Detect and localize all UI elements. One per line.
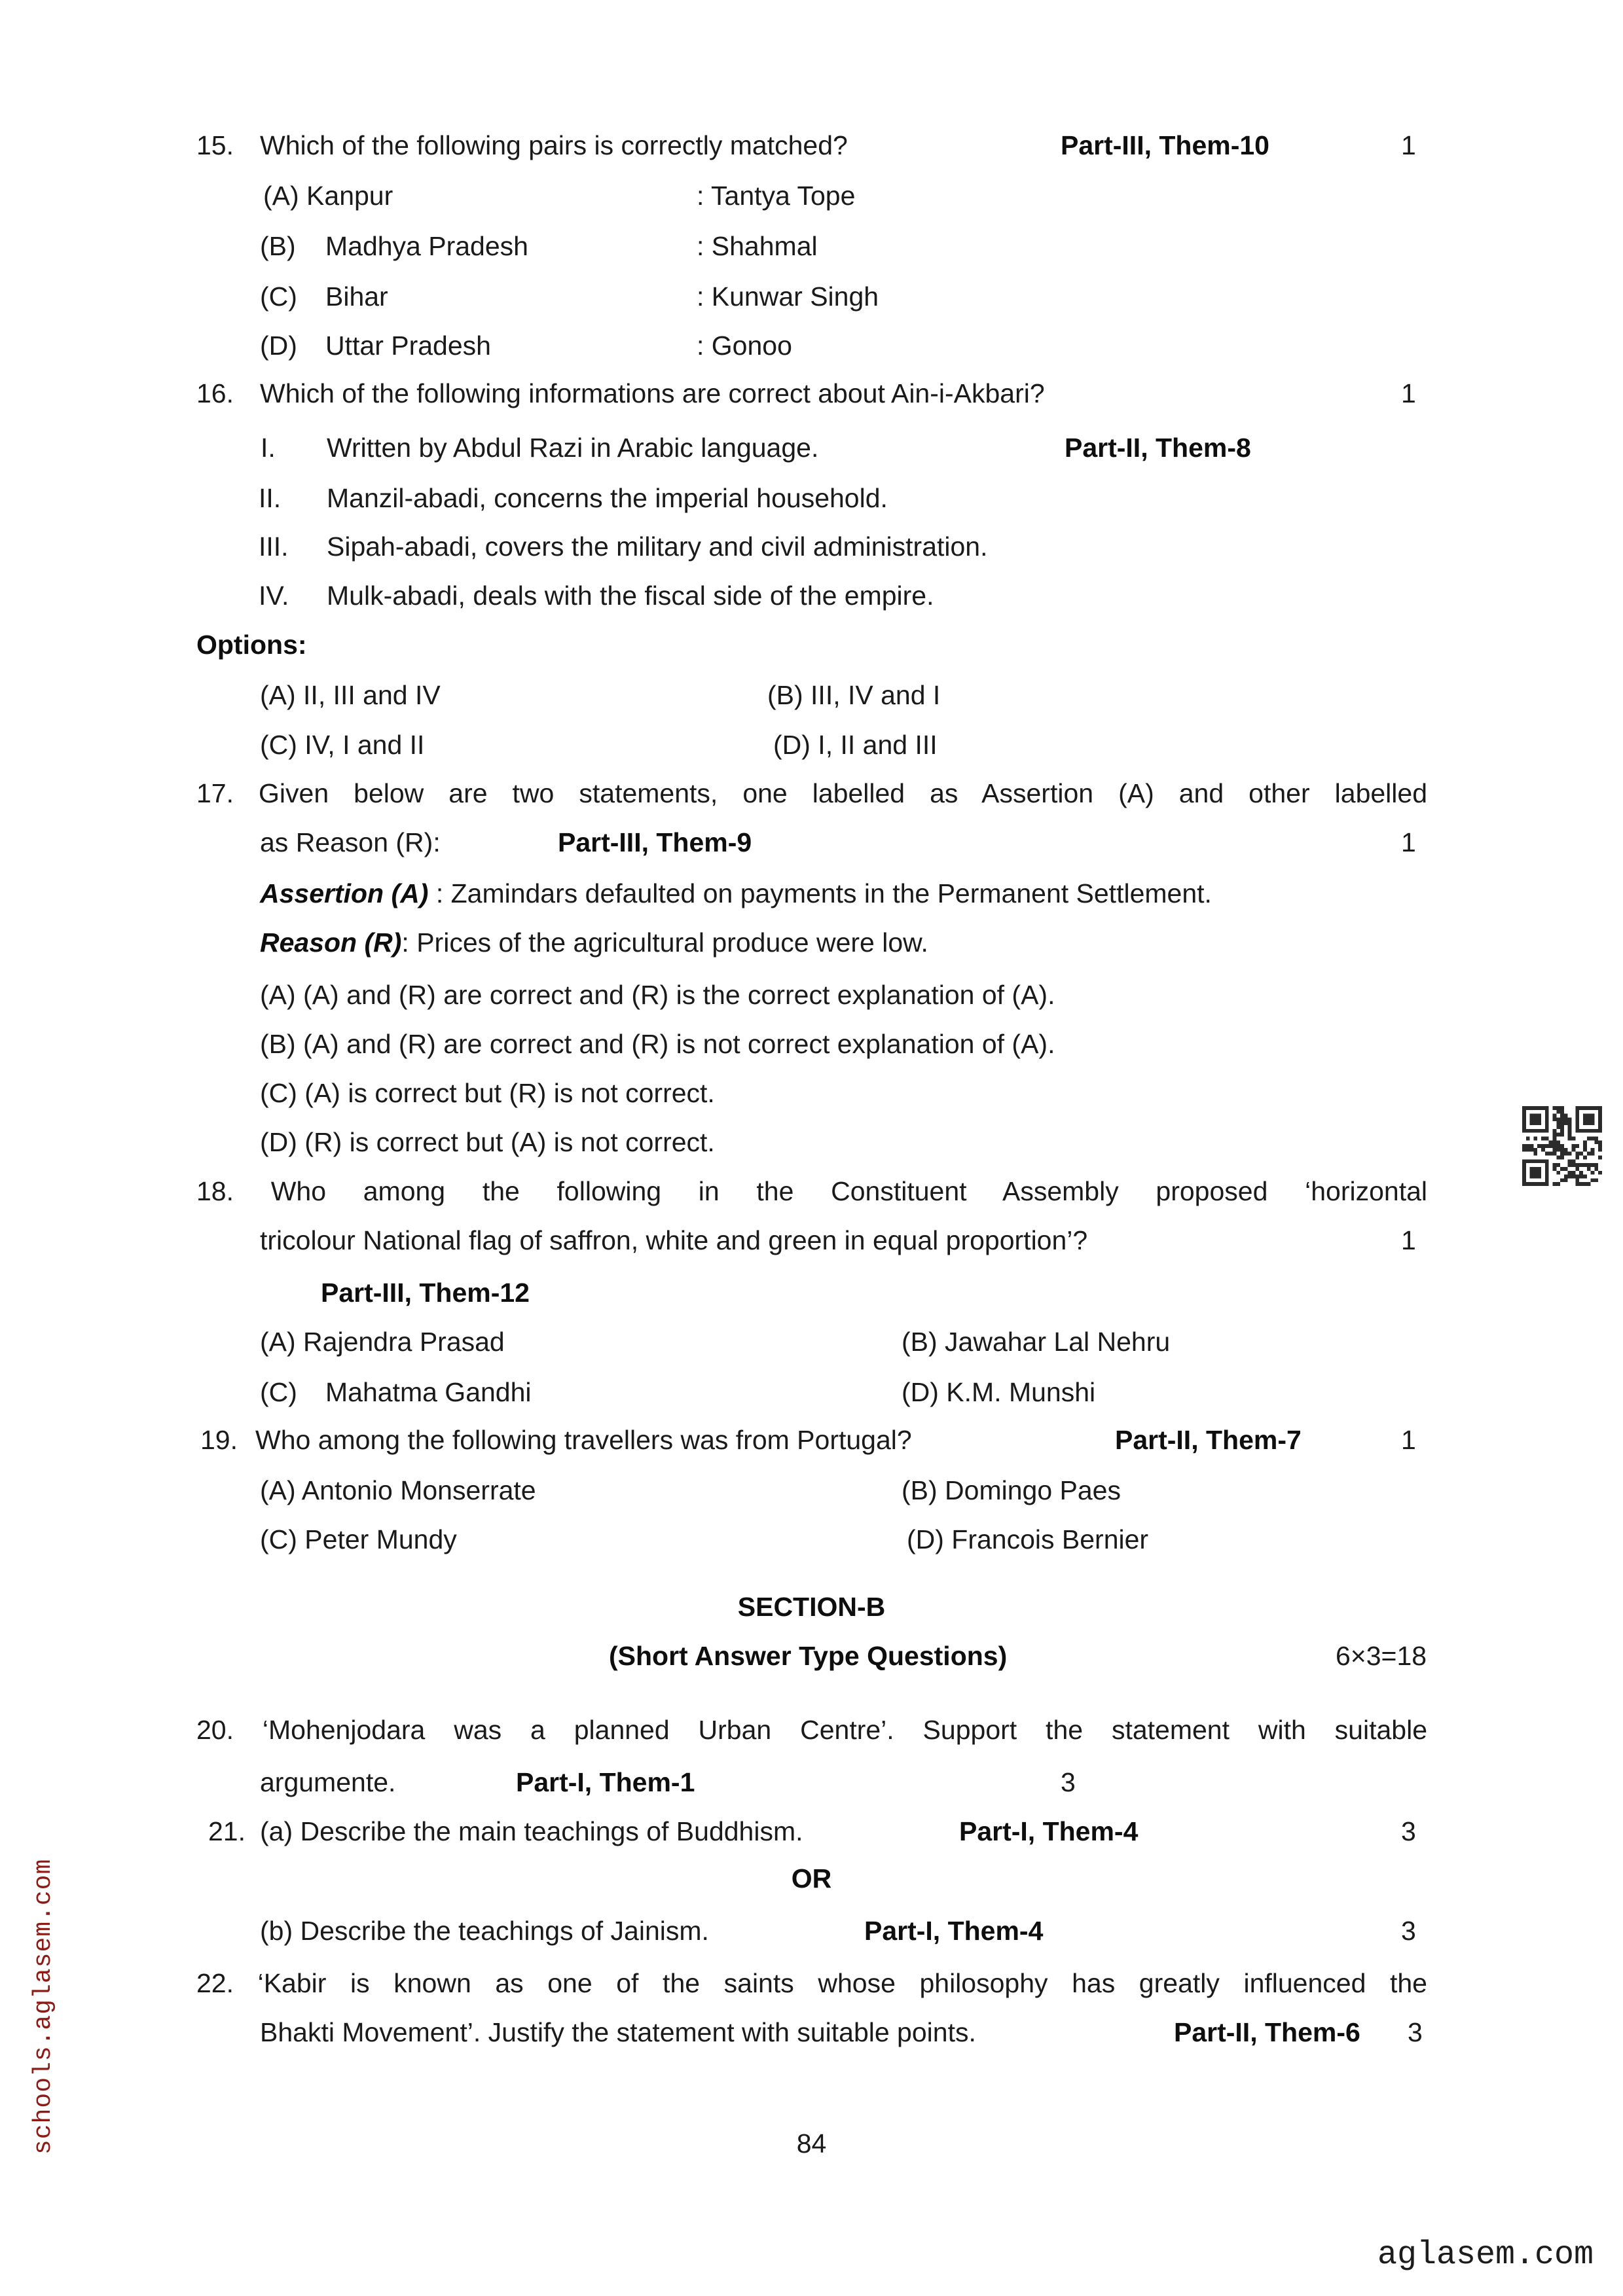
q19-options-row-1 <box>0 1464 1623 1516</box>
q15-pair-c-part-2: Bihar <box>325 281 388 312</box>
q17-reason-run: : Prices of the agricultural produce were low. <box>401 927 928 958</box>
q17-stem-line-2-part-3: 1 <box>1401 827 1416 857</box>
q17-assertion-run: : Zamindars defaulted on payments in the Permanent Settlement. <box>428 878 1212 908</box>
q16-statement-iii <box>0 520 1623 573</box>
q15-pair-c-part-3: : Kunwar Singh <box>697 281 879 312</box>
q15-pair-c <box>0 270 1623 323</box>
section-b-title <box>0 1581 1623 1633</box>
q17-assertion-part-1 <box>260 867 1212 920</box>
q21-part-b-part-3: 3 <box>1401 1916 1416 1946</box>
q21-part-b-part-2: Part-I, Them-4 <box>864 1916 1044 1946</box>
q21-part-a-part-1: 21. <box>208 1816 246 1846</box>
q16-options-row-2-part-1: (C) IV, I and II <box>260 730 425 760</box>
q17-stem-line-2-part-2: Part-III, Them-9 <box>558 827 752 857</box>
q17-option-a <box>0 969 1623 1021</box>
q17-stem-line-1: 17. Given below are two statements, one labelled as Assertion (A) and other labelled <box>196 778 1427 808</box>
q15-pair-b <box>0 220 1623 272</box>
q19-stem <box>0 1414 1623 1466</box>
q17-reason-run: Reason (R) <box>260 927 402 958</box>
q20-stem-line-2 <box>0 1756 1623 1808</box>
watermark-bottom-right: aglasem.com <box>1377 2236 1594 2274</box>
q16-statement-ii-part-2: Manzil-abadi, concerns the imperial household. <box>327 483 888 513</box>
q21-part-a <box>0 1805 1623 1857</box>
q16-options-row-2 <box>0 719 1623 771</box>
q15-stem-part-2: Which of the following pairs is correctly matched? <box>260 130 848 160</box>
q16-stem-part-1: 16. <box>196 378 234 408</box>
q15-pair-d <box>0 319 1623 372</box>
section-b-subtitle <box>0 1630 1623 1682</box>
q16-stem <box>0 367 1623 420</box>
q19-stem-part-1: 19. <box>200 1425 238 1455</box>
q17-option-d-part-1: (D) (R) is correct but (A) is not correct. <box>260 1127 715 1157</box>
q15-pair-d-part-1: (D) <box>260 331 297 361</box>
q16-options-label <box>0 619 1623 671</box>
q18-stem-line-2-part-2: 1 <box>1401 1225 1416 1255</box>
q15-stem-part-3: Part-III, Them-10 <box>1061 130 1269 160</box>
q16-stem-part-2: Which of the following informations are correct about Ain-i-Akbari? <box>260 378 1045 408</box>
q15-pair-d-part-3: : Gonoo <box>697 331 792 361</box>
q15-pair-b-part-1: (B) <box>260 231 296 261</box>
section-b-subtitle-part-1: (Short Answer Type Questions) <box>609 1641 1008 1671</box>
q18-options-row-2-part-1: (C) <box>260 1377 297 1407</box>
q16-statement-iv-part-1: IV. <box>259 581 289 611</box>
q19-stem-part-2: Who among the following travellers was from Portugal? <box>255 1425 912 1455</box>
q18-tag <box>0 1266 1623 1319</box>
q15-pair-b-part-2: Madhya Pradesh <box>325 231 528 261</box>
q21-part-b <box>0 1905 1623 1957</box>
q16-statement-i <box>0 422 1623 474</box>
q16-options-row-1 <box>0 669 1623 721</box>
q19-options-row-1-part-2: (B) Domingo Paes <box>902 1475 1121 1505</box>
q22-stem-line-2-part-1: Bhakti Movement’. Justify the statement with suitable points. <box>260 2017 976 2047</box>
q16-options-row-1-part-1: (A) II, III and IV <box>260 680 441 710</box>
q17-reason-part-1 <box>260 916 928 969</box>
q17-option-a-part-1: (A) (A) and (R) are correct and (R) is the correct explanation of (A). <box>260 980 1055 1010</box>
q16-stem-part-3: 1 <box>1401 378 1416 408</box>
q17-option-c-part-1: (C) (A) is correct but (R) is not correct. <box>260 1078 715 1108</box>
q20-stem-line-1: 20. ‘Mohenjodara was a planned Urban Centre’. Support the statement with suitable <box>196 1715 1427 1745</box>
watermark-vertical-left: schools.aglasem.com <box>29 1858 58 2155</box>
q19-stem-part-4: 1 <box>1401 1425 1416 1455</box>
q15-pair-c-part-1: (C) <box>260 281 297 312</box>
q16-statement-iv-part-2: Mulk-abadi, deals with the fiscal side of the empire. <box>327 581 934 611</box>
q16-statement-ii <box>0 472 1623 524</box>
section-b-title-text: SECTION-B <box>737 1592 886 1622</box>
q18-options-row-2 <box>0 1366 1623 1418</box>
q17-option-d <box>0 1116 1623 1168</box>
q15-pair-a <box>0 170 1623 222</box>
q16-statement-i-part-3: Part-II, Them-8 <box>1065 433 1251 463</box>
q15-pair-a-part-2: : Tantya Tope <box>697 181 856 211</box>
page-number <box>0 2117 1623 2170</box>
q21-or-divider <box>0 1852 1623 1905</box>
q15-stem-part-1: 15. <box>196 130 234 160</box>
q19-stem-part-3: Part-II, Them-7 <box>1115 1425 1302 1455</box>
q21-part-a-part-4: 3 <box>1401 1816 1416 1846</box>
q19-options-row-1-part-1: (A) Antonio Monserrate <box>260 1475 536 1505</box>
q18-options-row-1-part-2: (B) Jawahar Lal Nehru <box>902 1327 1171 1357</box>
q17-assertion <box>0 867 1623 920</box>
q16-options-row-2-part-2: (D) I, II and III <box>773 730 938 760</box>
q21-or-divider-text: OR <box>791 1863 832 1893</box>
q16-statement-iii-part-2: Sipah-abadi, covers the military and civil administration. <box>327 531 988 562</box>
q18-options-row-2-part-2: Mahatma Gandhi <box>325 1377 532 1407</box>
q17-option-b-part-1: (B) (A) and (R) are correct and (R) is not correct explanation of (A). <box>260 1029 1055 1059</box>
q16-statement-ii-part-1: II. <box>259 483 282 513</box>
q17-assertion-run: Assertion (A) <box>260 878 429 908</box>
q18-options-row-1 <box>0 1316 1623 1368</box>
q15-pair-a-part-1: (A) Kanpur <box>263 181 393 211</box>
q15-pair-d-part-2: Uttar Pradesh <box>325 331 491 361</box>
q18-stem-line-2 <box>0 1214 1623 1266</box>
q22-stem-line-2 <box>0 2006 1623 2058</box>
q18-stem-line-1: 18. Who among the following in the Constituent Assembly proposed ‘horizontal <box>196 1176 1427 1206</box>
q17-option-b <box>0 1018 1623 1070</box>
page-number-text: 84 <box>796 2128 827 2159</box>
q19-options-row-2-part-2: (D) Francois Bernier <box>907 1524 1149 1554</box>
q19-options-row-2-part-1: (C) Peter Mundy <box>260 1524 457 1554</box>
q19-options-row-2 <box>0 1513 1623 1566</box>
qr-code-icon <box>1522 1106 1602 1186</box>
q20-stem-line-2-part-1: argumente. <box>260 1767 396 1797</box>
q21-part-b-part-1: (b) Describe the teachings of Jainism. <box>260 1916 709 1946</box>
q17-stem-line-2-part-1: as Reason (R): <box>260 827 441 857</box>
q15-pair-b-part-3: : Shahmal <box>697 231 818 261</box>
q16-options-label-part-1: Options: <box>196 630 307 660</box>
q15-stem-part-4: 1 <box>1401 130 1416 160</box>
q16-statement-i-part-1: I. <box>261 433 276 463</box>
q22-stem-line-2-part-2: Part-II, Them-6 <box>1174 2017 1360 2047</box>
q16-statement-iv <box>0 569 1623 622</box>
q17-reason <box>0 916 1623 969</box>
q21-part-a-part-2: (a) Describe the main teachings of Buddhism. <box>260 1816 803 1846</box>
q22-stem-line-2-part-3: 3 <box>1408 2017 1423 2047</box>
q20-stem-line-2-part-3: 3 <box>1061 1767 1076 1797</box>
q17-stem-line-2 <box>0 816 1623 869</box>
q20-stem-line-2-part-2: Part-I, Them-1 <box>516 1767 695 1797</box>
q18-tag-part-1: Part-III, Them-12 <box>321 1278 530 1308</box>
q16-options-row-1-part-2: (B) III, IV and I <box>767 680 941 710</box>
q18-stem-line-2-part-1: tricolour National flag of saffron, white and green in equal proportion’? <box>260 1225 1088 1255</box>
q17-option-c <box>0 1067 1623 1119</box>
qr-code <box>1522 1106 1602 1186</box>
q18-options-row-1-part-1: (A) Rajendra Prasad <box>260 1327 505 1357</box>
q15-stem <box>0 119 1623 171</box>
q22-stem-line-1: 22. ‘Kabir is known as one of the saints whose philosophy has greatly influenced the <box>196 1968 1427 1998</box>
section-b-subtitle-part-2: 6×3=18 <box>1336 1641 1427 1671</box>
q16-statement-i-part-2: Written by Abdul Razi in Arabic language. <box>327 433 819 463</box>
q16-statement-iii-part-1: III. <box>259 531 289 562</box>
q21-part-a-part-3: Part-I, Them-4 <box>959 1816 1139 1846</box>
q18-options-row-2-part-3: (D) K.M. Munshi <box>902 1377 1096 1407</box>
